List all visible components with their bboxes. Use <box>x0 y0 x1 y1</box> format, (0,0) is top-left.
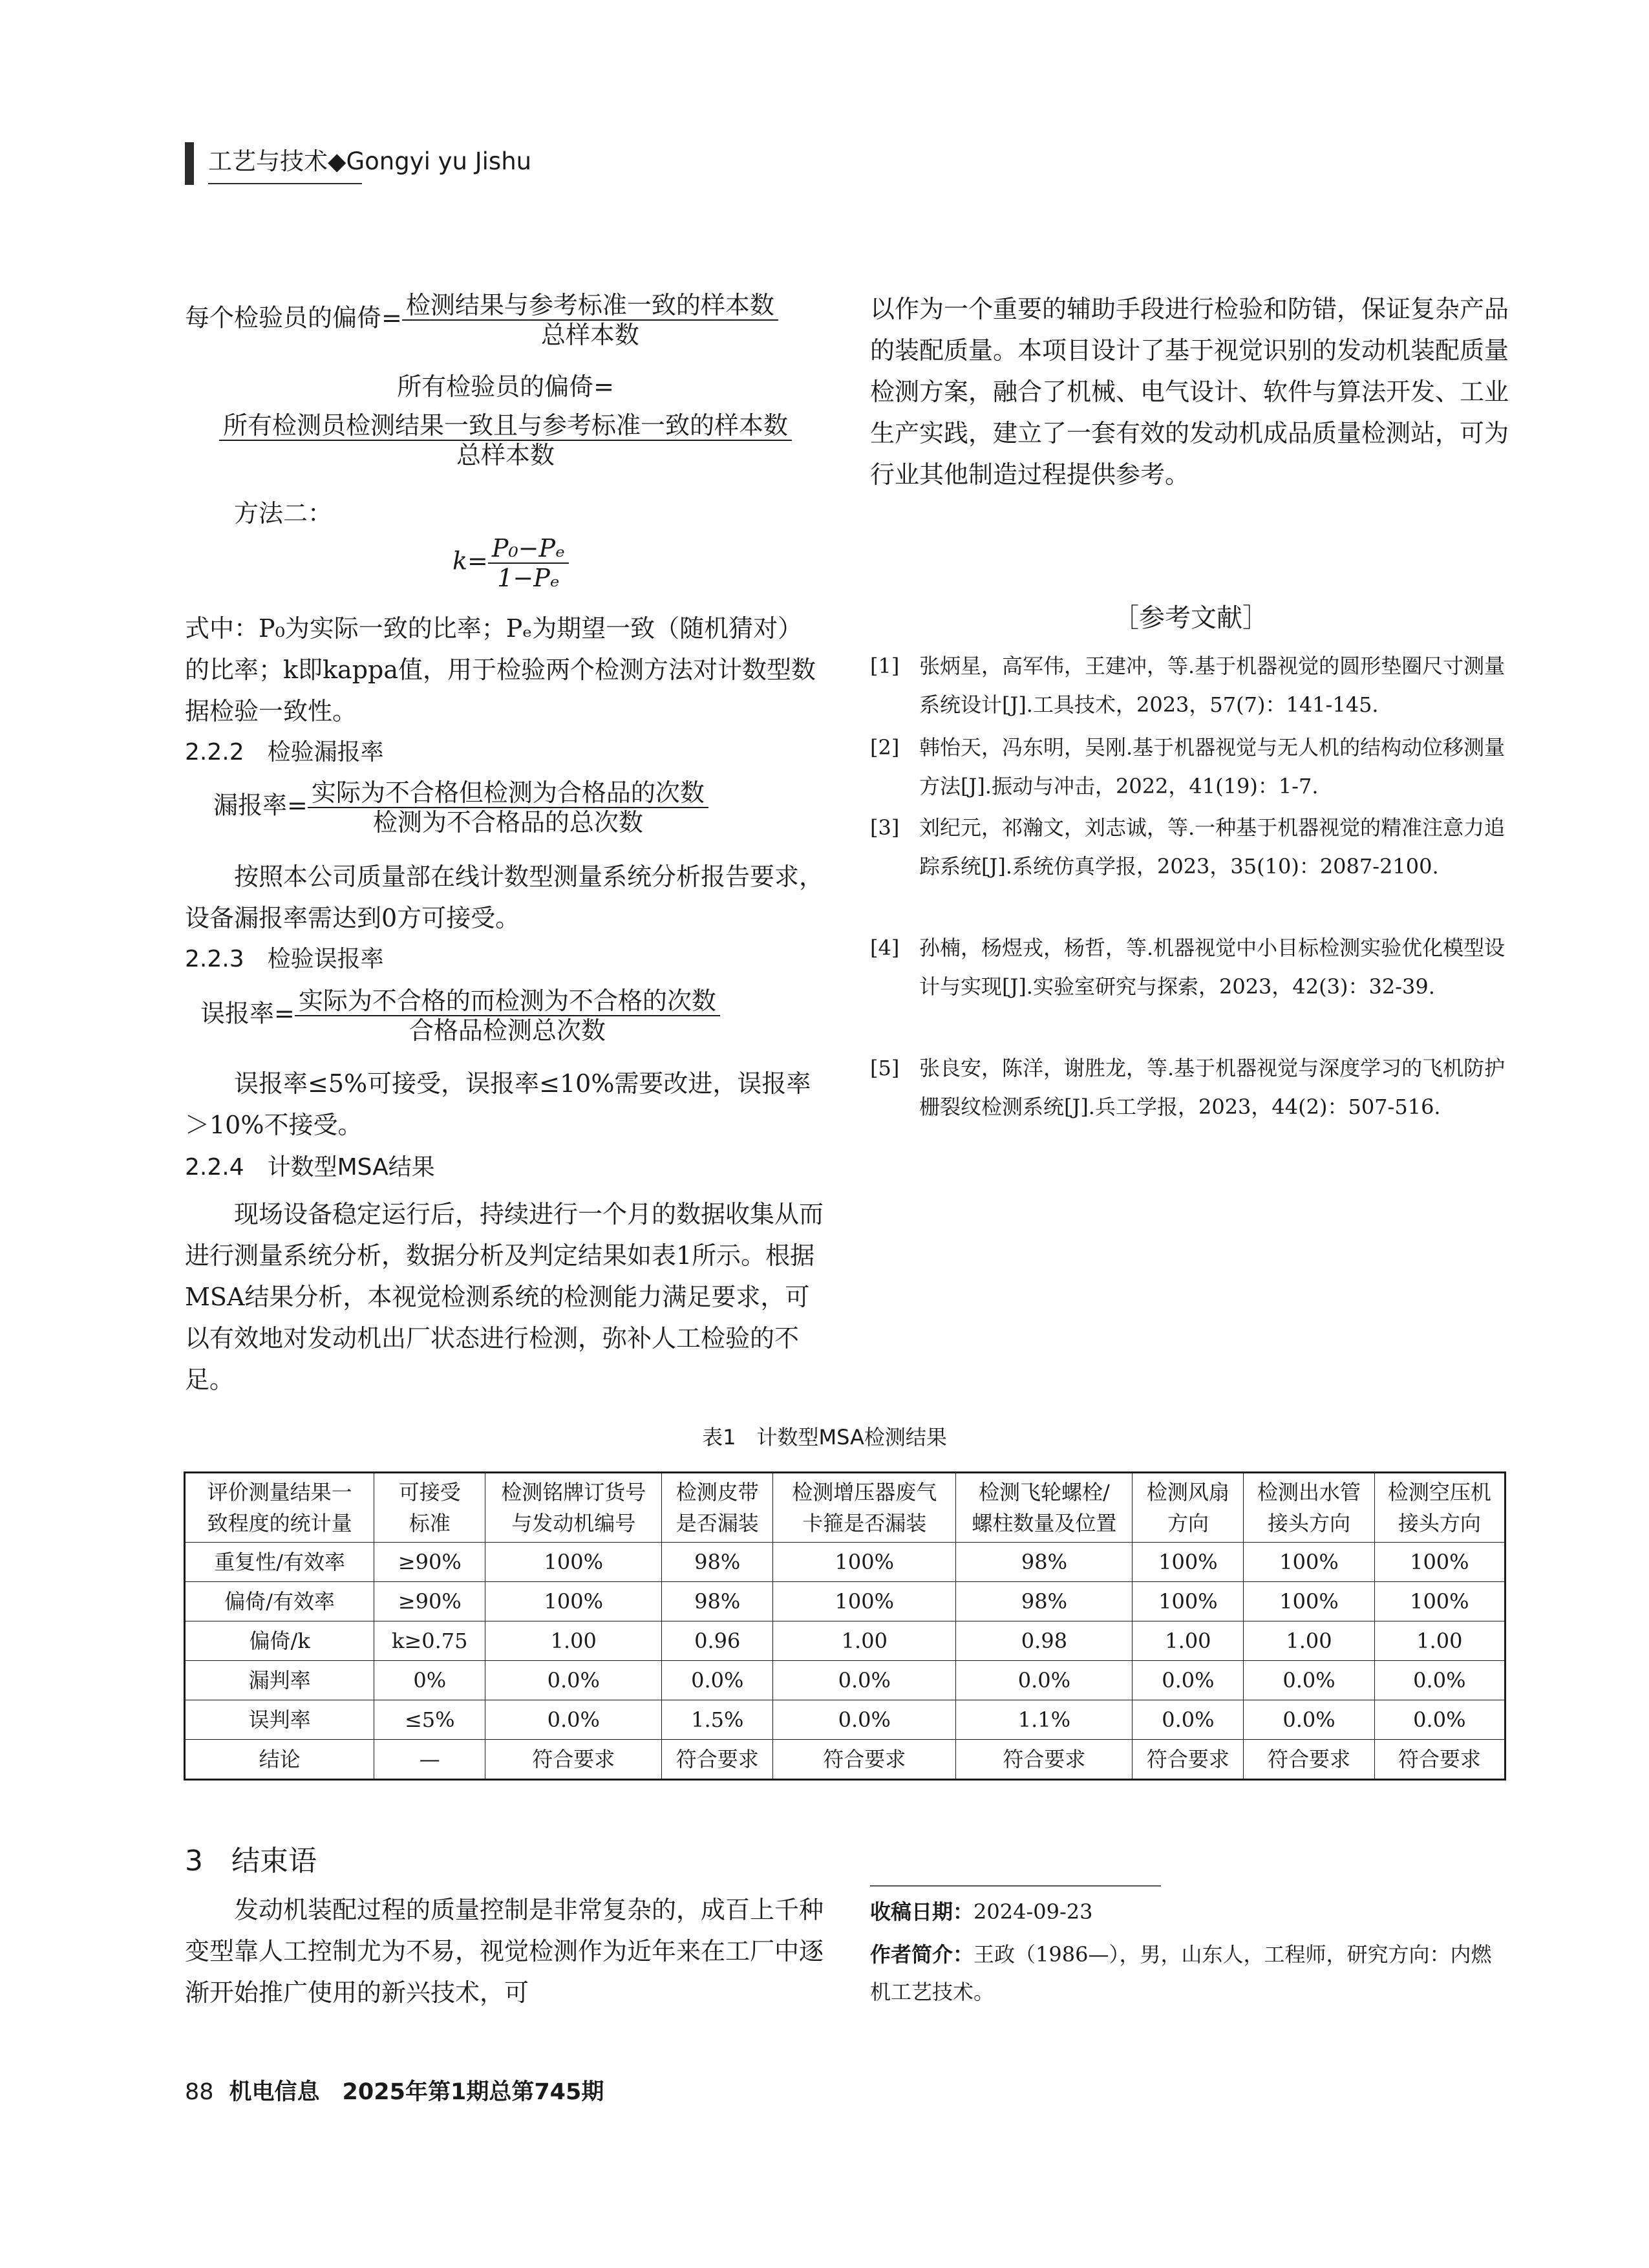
fraction <box>219 411 792 469</box>
table-cell: 符合要求 <box>1374 1740 1505 1780</box>
table-cell: 98% <box>956 1582 1133 1621</box>
header-cell: 检测空压机 接头方向 <box>1374 1473 1505 1543</box>
table-cell: 符合要求 <box>1244 1740 1374 1780</box>
table-cell: 98% <box>662 1582 773 1621</box>
formula-bias-all <box>185 411 826 469</box>
kappa-explanation: 式中：P₀为实际一致的比率；Pₑ为期望一致（随机猜对）的比率；k即kappa值，用于检验两个检测方法对计数型数据检验一致性。 <box>185 614 816 725</box>
references-title: ［参考文献］ <box>1113 603 1268 633</box>
table-cell: 0.98 <box>956 1621 1133 1661</box>
table-cell: 符合要求 <box>662 1740 773 1780</box>
table-cell: 100% <box>1133 1582 1244 1621</box>
reference-index: [2] <box>870 735 900 760</box>
page-number: 88 <box>185 2079 214 2105</box>
table-cell: ≥90% <box>374 1582 485 1621</box>
table-cell: 98% <box>662 1543 773 1582</box>
reference-text: 张良安，陈洋，谢胜龙，等.基于机器视觉与深度学习的飞机防护栅裂纹检测系统[J].兵工学报，2023，44(2)：507-516. <box>919 1056 1505 1119</box>
table-cell: 0.0% <box>485 1700 662 1740</box>
table-row <box>185 1582 1505 1621</box>
formula-false-rate <box>200 987 720 1045</box>
table-cell: 0.0% <box>1133 1661 1244 1700</box>
table-cell: 0.0% <box>1374 1700 1505 1740</box>
table-cell: 1.00 <box>1244 1621 1374 1661</box>
table-cell: 100% <box>1244 1582 1374 1621</box>
page-footer <box>185 2074 604 2106</box>
section-2-2-3: 2.2.3 检验误报率 <box>185 946 384 972</box>
table-cell: — <box>374 1740 485 1780</box>
reference-item <box>870 728 1511 806</box>
table-cell: 偏倚/有效率 <box>185 1582 374 1621</box>
formula-kappa <box>452 534 569 592</box>
formula-bias-all-label: 所有检验员的偏倚= <box>397 372 614 401</box>
fraction <box>308 778 708 837</box>
reference-index: [3] <box>870 815 900 840</box>
header-cell: 评价测量结果一 致程度的统计量 <box>185 1473 374 1543</box>
table-cell: ≥90% <box>374 1543 485 1582</box>
table-cell: 0% <box>374 1661 485 1700</box>
table-cell: 1.00 <box>1133 1621 1244 1661</box>
header-cell: 检测皮带 是否漏装 <box>662 1473 773 1543</box>
header-cell: 检测飞轮螺栓/ 螺柱数量及位置 <box>956 1473 1133 1543</box>
table-cell: 结论 <box>185 1740 374 1780</box>
table-cell: ≤5% <box>374 1700 485 1740</box>
table-cell: 漏判率 <box>185 1661 374 1700</box>
author-bio <box>870 1936 1511 2011</box>
section-2-2-2: 2.2.2 检验漏报率 <box>185 739 384 765</box>
paragraph-2-2-4: 现场设备稳定运行后，持续进行一个月的数据收集从而进行测量系统分析，数据分析及判定结果如表1所示。根据MSA结果分析，本视觉检测系统的检测能力满足要求，可以有效地对发动机出厂状态进行检测，弥补人工检验的不足。 <box>185 1200 824 1394</box>
table-cell: 偏倚/k <box>185 1621 374 1661</box>
table-cell: 100% <box>773 1582 956 1621</box>
table-cell: k≥0.75 <box>374 1621 485 1661</box>
table-cell: 重复性/有效率 <box>185 1543 374 1582</box>
table-cell: 100% <box>1374 1582 1505 1621</box>
numerator: 检测结果与参考标准一致的样本数 <box>402 291 778 321</box>
table-cell: 1.1% <box>956 1700 1133 1740</box>
table-caption: 表1 计数型MSA检测结果 <box>702 1425 947 1450</box>
reference-item <box>870 647 1511 724</box>
denominator: 总样本数 <box>456 441 555 469</box>
numerator: 实际为不合格但检测为合格品的次数 <box>308 778 708 808</box>
table-cell: 1.00 <box>773 1621 956 1661</box>
table-cell: 符合要求 <box>485 1740 662 1780</box>
table-cell: 1.5% <box>662 1700 773 1740</box>
method2-label: 方法二： <box>234 499 333 528</box>
msa-results-table <box>184 1471 1506 1781</box>
formula-label: 每个检验员的偏倚= <box>185 303 402 332</box>
reference-text: 韩怡天，冯东明，吴刚.基于机器视觉与无人机的结构动位移测量方法[J].振动与冲击，2022，41(19)：1-7. <box>919 735 1505 798</box>
table-cell: 1.00 <box>485 1621 662 1661</box>
reference-item <box>870 1049 1511 1126</box>
footnote-rule <box>870 1885 1161 1887</box>
table-cell: 符合要求 <box>773 1740 956 1780</box>
denominator: 合格品检测总次数 <box>409 1016 606 1045</box>
table-cell: 0.0% <box>485 1661 662 1700</box>
numerator: P₀−Pₑ <box>488 534 569 564</box>
table-cell: 误判率 <box>185 1700 374 1740</box>
reference-index: [5] <box>870 1056 900 1080</box>
table-header-row <box>185 1473 1505 1543</box>
denominator: 总样本数 <box>540 321 639 349</box>
formula-bias-each <box>185 291 778 349</box>
table-cell: 0.0% <box>1374 1661 1505 1700</box>
numerator: 所有检测员检测结果一致且与参考标准一致的样本数 <box>219 411 792 441</box>
denominator: 1−Pₑ <box>497 564 560 592</box>
fraction <box>488 534 569 592</box>
paragraph-2-2-2: 按照本公司质量部在线计数型测量系统分析报告要求，设备漏报率需达到0方可接受。 <box>185 862 824 932</box>
running-header: 工艺与技术◆Gongyi yu Jishu <box>208 147 532 175</box>
table-cell: 0.96 <box>662 1621 773 1661</box>
header-cell: 可接受 标准 <box>374 1473 485 1543</box>
table-row <box>185 1740 1505 1780</box>
author-value: 王政（1986—），男，山东人，工程师，研究方向：内燃机工艺技术。 <box>870 1942 1492 2004</box>
section-3-title: 3 结束语 <box>185 1845 317 1878</box>
table-cell: 符合要求 <box>1133 1740 1244 1780</box>
formula-label: 漏报率= <box>213 791 308 820</box>
journal-issue: 机电信息 2025年第1期总第745期 <box>229 2079 604 2105</box>
table-row <box>185 1621 1505 1661</box>
table-cell: 98% <box>956 1543 1133 1582</box>
header-cell: 检测出水管 接头方向 <box>1244 1473 1374 1543</box>
section-2-2-4: 2.2.4 计数型MSA结果 <box>185 1154 435 1181</box>
received-value: 2024-09-23 <box>973 1899 1093 1924</box>
section-3-paragraph: 发动机装配过程的质量控制是非常复杂的，成百上千种变型靠人工控制尤为不易，视觉检测作为近年来在工厂中逐渐开始推广使用的新兴技术，可 <box>185 1896 824 2007</box>
fraction <box>295 987 720 1045</box>
header-cell: 检测风扇 方向 <box>1133 1473 1244 1543</box>
formula-label: 误报率= <box>200 999 295 1028</box>
fraction <box>402 291 778 349</box>
author-label: 作者简介： <box>870 1942 974 1967</box>
reference-text: 张炳星，高军伟，王建冲，等.基于机器视觉的圆形垫圈尺寸测量系统设计[J].工具技术，2023，57(7)：141-145. <box>919 654 1505 717</box>
table-cell: 100% <box>773 1543 956 1582</box>
reference-index: [1] <box>870 654 900 678</box>
table-cell: 0.0% <box>1244 1700 1374 1740</box>
reference-item <box>870 928 1511 1006</box>
table-cell: 100% <box>485 1543 662 1582</box>
paragraph-continued: 以作为一个重要的辅助手段进行检验和防错，保证复杂产品的装配质量。本项目设计了基于视觉识别的发动机装配质量检测方案，融合了机械、电气设计、软件与算法开发、工业生产实践，建立了一套有效的发动机成品质量检测站，可为行业其他制造过程提供参考。 <box>870 295 1509 489</box>
table-cell: 0.0% <box>1244 1661 1374 1700</box>
reference-text: 刘纪元，祁瀚文，刘志诚，等.一种基于机器视觉的精准注意力追踪系统[J].系统仿真学报，2023，35(10)：2087-2100. <box>919 815 1505 879</box>
numerator: 实际为不合格的而检测为不合格的次数 <box>295 987 720 1016</box>
denominator: 检测为不合格品的总次数 <box>372 808 643 837</box>
table-row <box>185 1700 1505 1740</box>
formula-label: k= <box>452 546 488 575</box>
table-cell: 0.0% <box>662 1661 773 1700</box>
reference-item <box>870 808 1511 886</box>
received-label: 收稿日期： <box>870 1899 974 1924</box>
table-cell: 100% <box>1244 1543 1374 1582</box>
table-cell: 0.0% <box>773 1700 956 1740</box>
table-cell: 100% <box>1374 1543 1505 1582</box>
header-cell: 检测铭牌订货号 与发动机编号 <box>485 1473 662 1543</box>
table-cell: 100% <box>485 1582 662 1621</box>
table-cell: 符合要求 <box>956 1740 1133 1780</box>
reference-text: 孙楠，杨煜戎，杨哲，等.机器视觉中小目标检测实验优化模型设计与实现[J].实验室研究与探索，2023，42(3)：32-39. <box>919 936 1505 999</box>
reference-index: [4] <box>870 936 900 960</box>
table-cell: 0.0% <box>956 1661 1133 1700</box>
table-cell: 100% <box>1133 1543 1244 1582</box>
received-date <box>870 1893 1511 1931</box>
table-cell: 0.0% <box>1133 1700 1244 1740</box>
table-row <box>185 1543 1505 1582</box>
header-cell: 检测增压器废气 卡箍是否漏装 <box>773 1473 956 1543</box>
table-row <box>185 1661 1505 1700</box>
paragraph-2-2-3: 误报率≤5%可接受，误报率≤10%需要改进，误报率＞10%不接受。 <box>185 1069 811 1139</box>
header-bar-decoration <box>185 142 194 185</box>
table-cell: 0.0% <box>773 1661 956 1700</box>
formula-miss-rate <box>213 778 708 837</box>
header-underline <box>208 183 362 184</box>
table-cell: 1.00 <box>1374 1621 1505 1661</box>
